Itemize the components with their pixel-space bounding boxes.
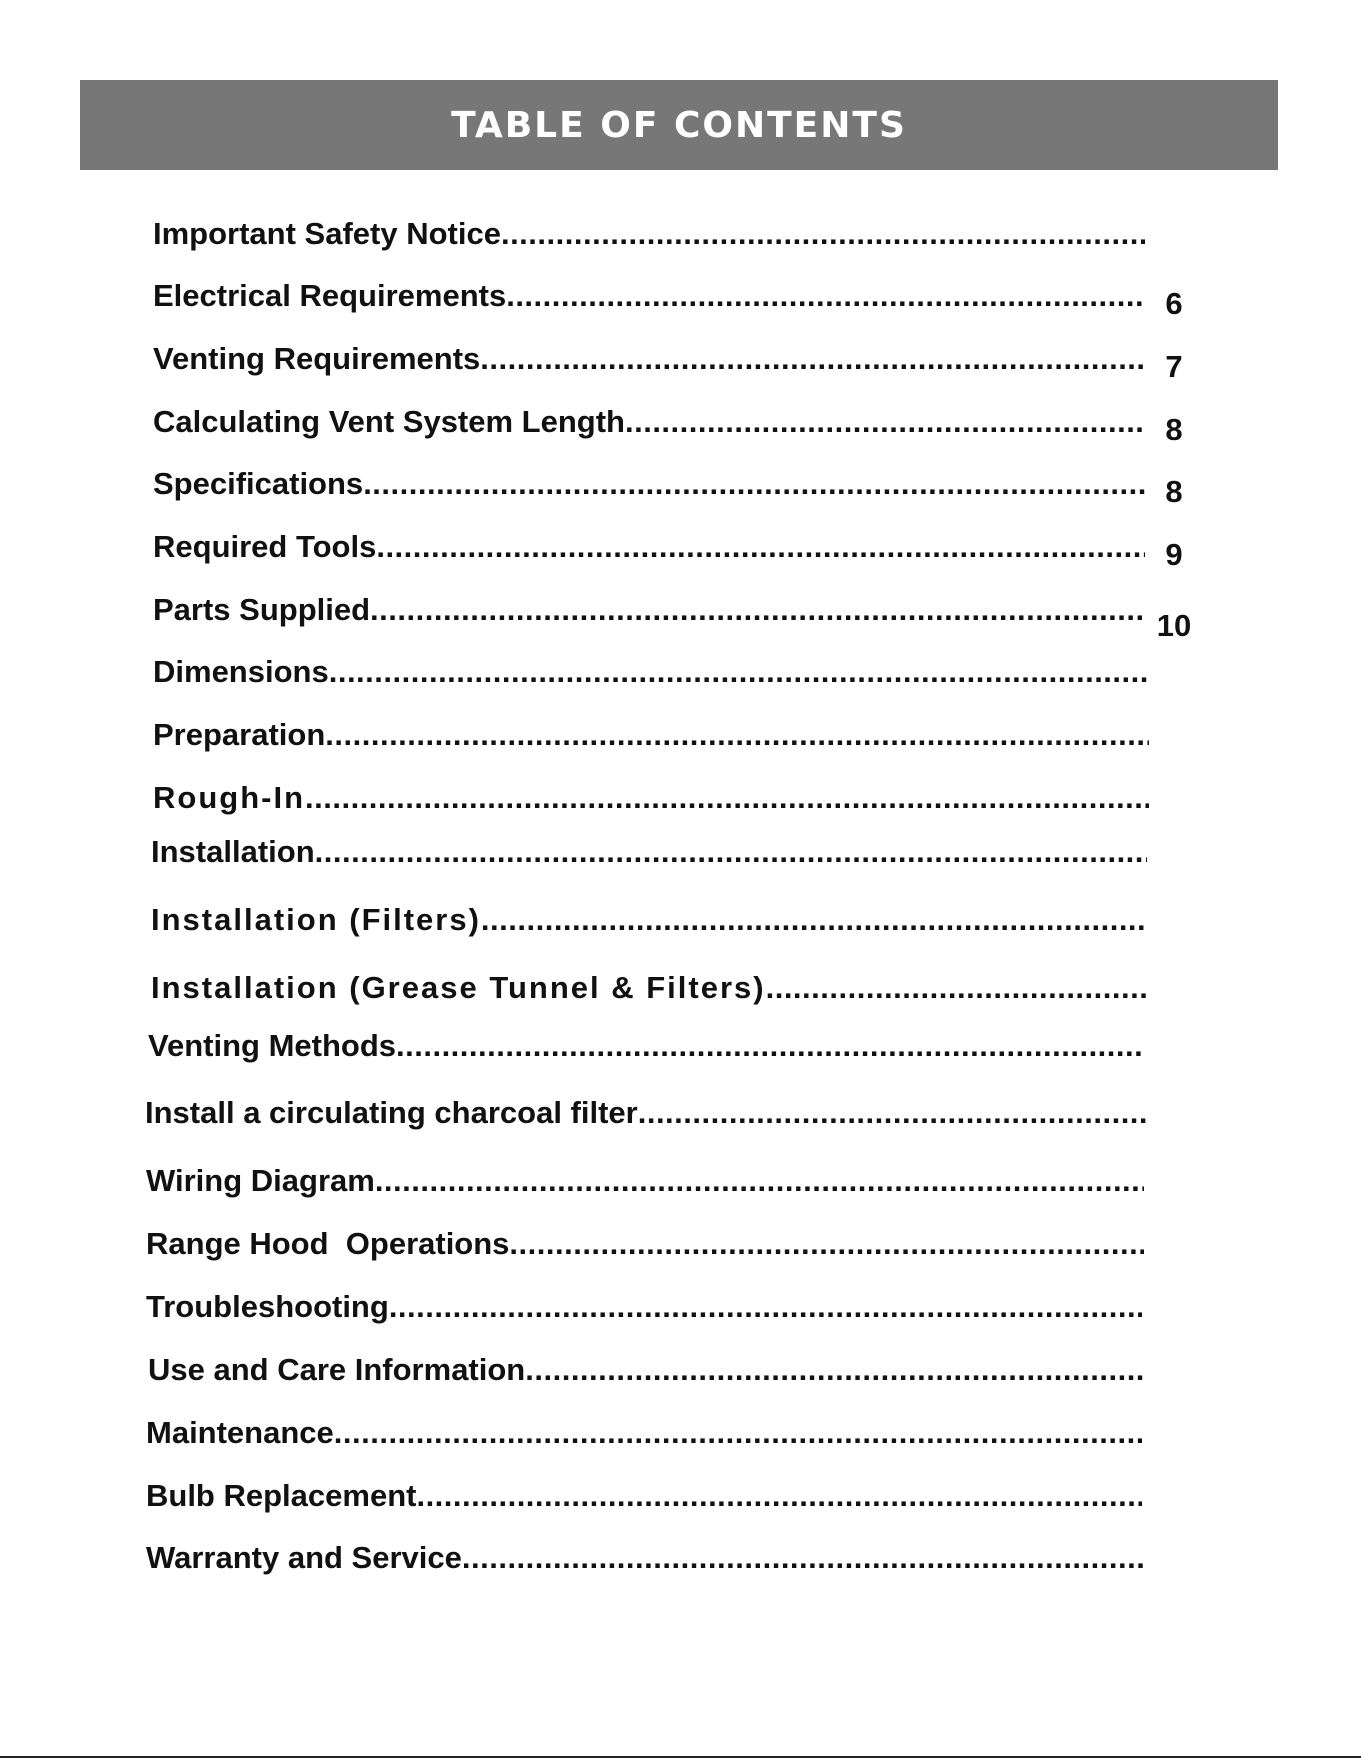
dot-leader bbox=[462, 1536, 1145, 1580]
toc-entry-troubleshooting[interactable] bbox=[0, 1285, 1361, 1329]
toc-entry-use-and-care-information[interactable] bbox=[0, 1348, 1361, 1392]
toc-header-bar bbox=[80, 80, 1278, 170]
dot-leader bbox=[305, 776, 1149, 820]
toc-entry-label: Specifications bbox=[153, 466, 364, 501]
toc-entry-preparation[interactable] bbox=[0, 713, 1361, 757]
toc-entry-label: Rough-In bbox=[153, 780, 306, 815]
toc-entry-label: Range Hood Operations bbox=[146, 1226, 510, 1261]
toc-entry-venting-requirements[interactable] bbox=[0, 337, 1361, 384]
toc-entry-electrical-requirements[interactable] bbox=[0, 274, 1361, 321]
toc-entry-label: Installation bbox=[151, 834, 315, 869]
dot-leader bbox=[375, 1159, 1144, 1203]
toc-entry-installation-grease-tunnel-filters[interactable] bbox=[0, 966, 1361, 1010]
toc-entry-label: Required Tools bbox=[153, 529, 377, 564]
dot-leader bbox=[509, 1222, 1144, 1266]
page-title: TABLE OF CONTENTS bbox=[451, 104, 907, 146]
toc-entry-label: Calculating Vent System Length bbox=[153, 404, 625, 439]
toc-entry-dimensions[interactable] bbox=[0, 650, 1361, 694]
dot-leader bbox=[481, 898, 1146, 942]
toc-entry-bulb-replacement[interactable] bbox=[0, 1474, 1361, 1518]
dot-leader bbox=[480, 337, 1145, 381]
page-bottom-rule bbox=[0, 1756, 1361, 1758]
toc-page-number: 8 bbox=[1165, 474, 1183, 509]
toc-page-number: 6 bbox=[1165, 286, 1183, 321]
toc-entry-range-hood-operations[interactable] bbox=[0, 1222, 1361, 1266]
dot-leader bbox=[315, 830, 1147, 874]
dot-leader bbox=[506, 274, 1145, 318]
toc-entry-label: Venting Methods bbox=[148, 1028, 396, 1063]
toc-entry-label: Wiring Diagram bbox=[146, 1163, 375, 1198]
dot-leader bbox=[325, 713, 1149, 757]
toc-entry-label: Venting Requirements bbox=[153, 341, 481, 376]
toc-entry-specifications[interactable] bbox=[0, 462, 1361, 509]
toc-entry-label: Parts Supplied bbox=[153, 592, 371, 627]
toc-page-number: 9 bbox=[1165, 537, 1183, 572]
toc-entry-warranty-and-service[interactable] bbox=[0, 1536, 1361, 1580]
dot-leader bbox=[766, 966, 1146, 1010]
dot-leader bbox=[376, 525, 1145, 569]
dot-leader bbox=[363, 462, 1145, 506]
toc-entry-label: Important Safety Notice bbox=[153, 216, 501, 251]
dot-leader bbox=[625, 400, 1145, 444]
dot-leader bbox=[370, 588, 1145, 632]
toc-entry-required-tools[interactable] bbox=[0, 525, 1361, 572]
toc-entry-installation[interactable] bbox=[0, 830, 1361, 874]
dot-leader bbox=[334, 1411, 1142, 1455]
toc-entry-parts-supplied[interactable] bbox=[0, 588, 1361, 643]
dot-leader bbox=[416, 1474, 1142, 1518]
toc-entry-label: Installation (Grease Tunnel & Filters) bbox=[151, 970, 766, 1005]
toc-entry-label: Dimensions bbox=[153, 654, 329, 689]
toc-entry-label: Troubleshooting bbox=[146, 1289, 389, 1324]
toc-entry-wiring-diagram[interactable] bbox=[0, 1159, 1361, 1203]
toc-page-number: 8 bbox=[1165, 412, 1183, 447]
toc-page-number: 7 bbox=[1165, 349, 1183, 384]
toc-entry-calculating-vent-system-length[interactable] bbox=[0, 400, 1361, 447]
dot-leader bbox=[389, 1285, 1142, 1329]
toc-entry-label: Installation (Filters) bbox=[151, 902, 481, 937]
toc-entry-label: Install a circulating charcoal filter bbox=[145, 1095, 638, 1130]
toc-entry-maintenance[interactable] bbox=[0, 1411, 1361, 1455]
toc-entry-important-safety-notice[interactable] bbox=[0, 212, 1361, 256]
toc-entry-venting-methods[interactable] bbox=[0, 1024, 1361, 1068]
dot-leader bbox=[638, 1091, 1146, 1135]
dot-leader bbox=[525, 1348, 1144, 1392]
toc-entry-label: Maintenance bbox=[146, 1415, 334, 1450]
toc-entry-label: Electrical Requirements bbox=[153, 278, 507, 313]
toc-entry-installation-filters[interactable] bbox=[0, 898, 1361, 942]
toc-entry-label: Bulb Replacement bbox=[146, 1478, 417, 1513]
toc-entry-rough-in[interactable] bbox=[0, 776, 1361, 820]
dot-leader bbox=[396, 1024, 1144, 1068]
toc-entry-install-circulating-charcoal-filter[interactable] bbox=[0, 1091, 1361, 1135]
dot-leader bbox=[501, 212, 1145, 256]
toc-entry-label: Use and Care Information bbox=[148, 1352, 526, 1387]
dot-leader bbox=[329, 650, 1149, 694]
toc-entry-label: Warranty and Service bbox=[146, 1540, 462, 1575]
toc-entry-label: Preparation bbox=[153, 717, 326, 752]
toc-page-number: 10 bbox=[1156, 608, 1192, 643]
